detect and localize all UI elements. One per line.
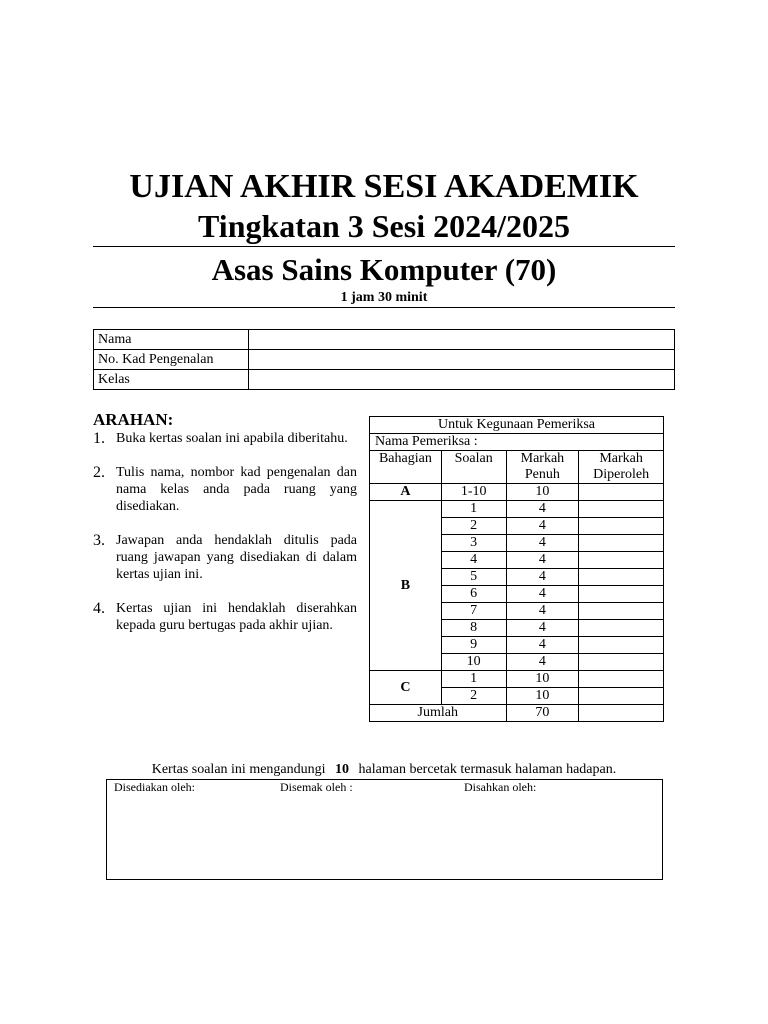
question-number: 2 bbox=[441, 688, 506, 705]
page-count-value: 10 bbox=[335, 762, 350, 777]
info-row-nama bbox=[94, 330, 675, 350]
section-c-label: C bbox=[370, 671, 442, 705]
divider-bottom bbox=[93, 307, 675, 308]
question-number: 2 bbox=[441, 518, 506, 535]
obtained-mark-cell[interactable] bbox=[579, 586, 664, 603]
examiner-title-row bbox=[370, 417, 664, 434]
instruction-item bbox=[93, 430, 357, 447]
instructions-list bbox=[93, 430, 357, 651]
question-number: 9 bbox=[441, 637, 506, 654]
page-count-note bbox=[0, 762, 768, 778]
checked-by-label: Disemak oleh : bbox=[280, 780, 353, 794]
section-b-row bbox=[370, 501, 664, 518]
header-markah-diperoleh: Markah Diperoleh bbox=[579, 451, 664, 484]
obtained-mark-cell[interactable] bbox=[579, 671, 664, 688]
full-mark: 4 bbox=[506, 552, 579, 569]
info-label: No. Kad Pengenalan bbox=[94, 350, 249, 370]
section-b-label: B bbox=[370, 501, 442, 671]
total-obtained-cell[interactable] bbox=[579, 705, 664, 722]
name-field[interactable] bbox=[249, 330, 675, 350]
total-row bbox=[370, 705, 664, 722]
full-mark: 4 bbox=[506, 535, 579, 552]
exam-duration: 1 jam 30 minit bbox=[340, 290, 428, 305]
page-count-prefix: Kertas soalan ini mengandungi bbox=[151, 762, 326, 777]
instruction-number: 3. bbox=[93, 532, 105, 549]
instruction-number: 4. bbox=[93, 600, 105, 617]
exam-title: UJIAN AKHIR SESI AKADEMIK bbox=[129, 168, 639, 205]
instruction-text: Kertas ujian ini hendaklah diserahkan kepada guru bertugas pada akhir ujian. bbox=[116, 601, 357, 633]
obtained-mark-cell[interactable] bbox=[579, 501, 664, 518]
question-number: 8 bbox=[441, 620, 506, 637]
question-number: 1 bbox=[441, 671, 506, 688]
full-mark: 10 bbox=[506, 688, 579, 705]
question-number: 1-10 bbox=[441, 484, 506, 501]
question-number: 7 bbox=[441, 603, 506, 620]
question-number: 10 bbox=[441, 654, 506, 671]
instruction-text: Jawapan anda hendaklah ditulis pada ruang jawapan yang disediakan di dalam kertas ujian ini. bbox=[116, 533, 357, 582]
question-number: 1 bbox=[441, 501, 506, 518]
section-a-row bbox=[370, 484, 664, 501]
total-label: Jumlah bbox=[370, 705, 507, 722]
info-row-kelas bbox=[94, 370, 675, 390]
header-soalan: Soalan bbox=[441, 451, 506, 484]
total-full-mark: 70 bbox=[506, 705, 579, 722]
full-mark: 4 bbox=[506, 501, 579, 518]
full-mark: 10 bbox=[506, 671, 579, 688]
instruction-text: Tulis nama, nombor kad pengenalan dan nama kelas anda pada ruang yang disediakan. bbox=[116, 465, 357, 514]
instruction-item bbox=[93, 464, 357, 515]
full-mark: 4 bbox=[506, 654, 579, 671]
full-mark: 4 bbox=[506, 620, 579, 637]
instruction-item bbox=[93, 600, 357, 634]
examiner-table bbox=[369, 416, 664, 722]
obtained-mark-cell[interactable] bbox=[579, 484, 664, 501]
full-mark: 4 bbox=[506, 518, 579, 535]
obtained-mark-cell[interactable] bbox=[579, 603, 664, 620]
approved-by-label: Disahkan oleh: bbox=[464, 780, 537, 794]
section-c-row bbox=[370, 671, 664, 688]
instruction-number: 2. bbox=[93, 464, 105, 481]
ic-number-field[interactable] bbox=[249, 350, 675, 370]
student-info-table bbox=[93, 329, 675, 390]
instruction-number: 1. bbox=[93, 430, 105, 447]
full-mark: 10 bbox=[506, 484, 579, 501]
obtained-mark-cell[interactable] bbox=[579, 535, 664, 552]
question-number: 3 bbox=[441, 535, 506, 552]
class-field[interactable] bbox=[249, 370, 675, 390]
obtained-mark-cell[interactable] bbox=[579, 654, 664, 671]
info-row-ic bbox=[94, 350, 675, 370]
question-number: 5 bbox=[441, 569, 506, 586]
question-number: 6 bbox=[441, 586, 506, 603]
exam-session: Tingkatan 3 Sesi 2024/2025 bbox=[198, 208, 570, 244]
obtained-mark-cell[interactable] bbox=[579, 637, 664, 654]
obtained-mark-cell[interactable] bbox=[579, 620, 664, 637]
full-mark: 4 bbox=[506, 637, 579, 654]
header-bahagian: Bahagian bbox=[370, 451, 442, 484]
subject-title: Asas Sains Komputer (70) bbox=[211, 252, 557, 287]
examiner-name-row bbox=[370, 434, 664, 451]
section-a-label: A bbox=[370, 484, 442, 501]
full-mark: 4 bbox=[506, 569, 579, 586]
obtained-mark-cell[interactable] bbox=[579, 518, 664, 535]
obtained-mark-cell[interactable] bbox=[579, 552, 664, 569]
prepared-by-label: Disediakan oleh: bbox=[114, 780, 195, 794]
full-mark: 4 bbox=[506, 603, 579, 620]
examiner-table-title: Untuk Kegunaan Pemeriksa bbox=[370, 417, 664, 434]
signature-box bbox=[106, 779, 663, 880]
obtained-mark-cell[interactable] bbox=[579, 569, 664, 586]
header-markah-penuh: Markah Penuh bbox=[506, 451, 579, 484]
obtained-mark-cell[interactable] bbox=[579, 688, 664, 705]
page-count-suffix: halaman bercetak termasuk halaman hadapan. bbox=[358, 762, 617, 777]
divider-top bbox=[93, 246, 675, 247]
examiner-header-row bbox=[370, 451, 664, 484]
info-label: Nama bbox=[94, 330, 249, 350]
instruction-item bbox=[93, 532, 357, 583]
instructions-title: ARAHAN: bbox=[93, 410, 174, 429]
info-label: Kelas bbox=[94, 370, 249, 390]
examiner-name-label: Nama Pemeriksa : bbox=[370, 434, 664, 451]
full-mark: 4 bbox=[506, 586, 579, 603]
question-number: 4 bbox=[441, 552, 506, 569]
instruction-text: Buka kertas soalan ini apabila diberitahu. bbox=[116, 431, 348, 446]
